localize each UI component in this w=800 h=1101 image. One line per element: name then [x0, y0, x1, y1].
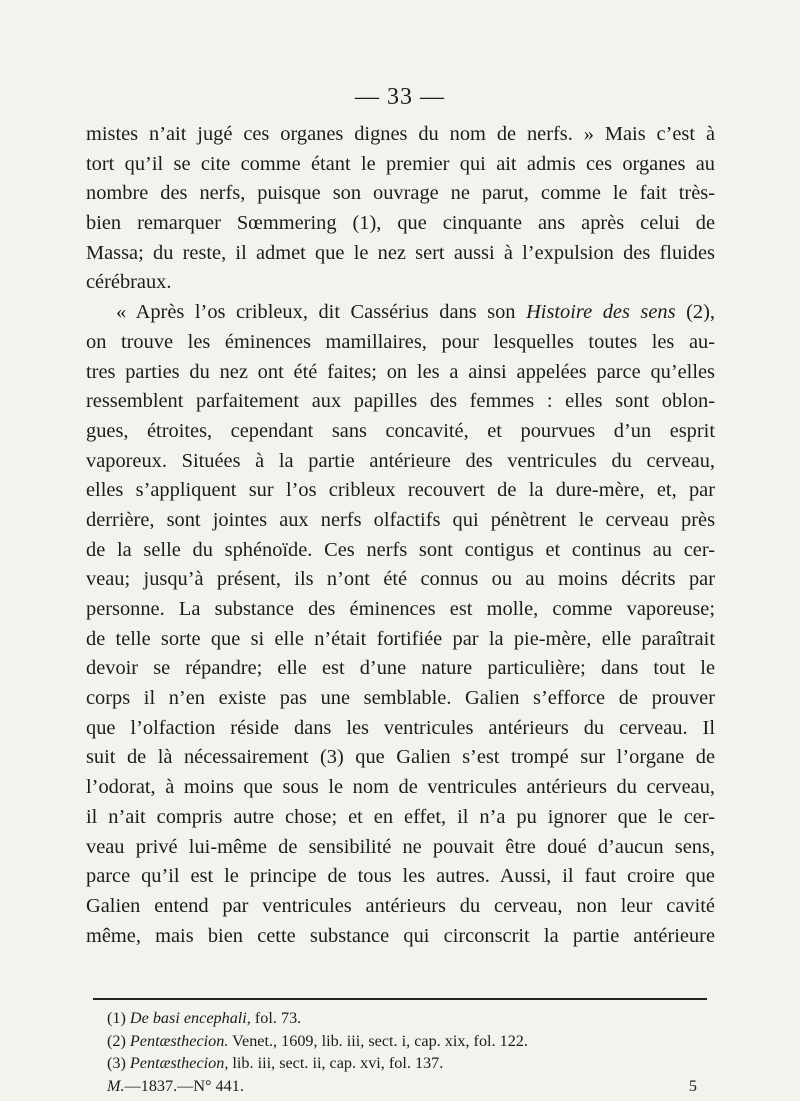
text-segment: « Après l’os cribleux, dit Cassérius dans son [116, 301, 527, 324]
text-line: parce qu’il est le principe de tous les autres. Aussi, il faut croire que [86, 865, 715, 888]
footnote-text: fol. 73. [250, 1009, 302, 1027]
main-text [86, 120, 715, 951]
footnotes [107, 1007, 697, 1098]
book-title: Histoire des sens [526, 301, 676, 324]
footnote-mark: (1) [107, 1009, 126, 1027]
text-line: on trouve les éminences mamillaires, pour lesquelles toutes les au- [86, 330, 715, 353]
text-line: de la selle du sphénoïde. Ces nerfs sont contigus et continus au cer- [86, 538, 715, 561]
text-line: cérébraux. [86, 271, 172, 294]
footnote-mark: (2) [107, 1031, 126, 1050]
signature-sheet-number: 5 [688, 1077, 697, 1096]
footnote-text: Venet., 1609, lib. iii, sect. i, cap. xix, fol. 122. [228, 1031, 528, 1050]
text-line: même, mais bien cette substance qui circonscrit la partie antérieure [86, 924, 715, 947]
text-line: corps il n’en existe pas une semblable. Galien s’efforce de prouver [86, 687, 715, 710]
text-line: Galien entend par ventricules antérieurs du cerveau, non leur cavité [86, 894, 715, 917]
signature-journal: M. [107, 1077, 125, 1096]
text-line: veau privé lui-même de sensibilité ne pouvait être doué d’aucun sens, [86, 835, 715, 858]
text-segment: (2), [675, 301, 715, 324]
signature-issue: —1837.—N° 441. [124, 1077, 244, 1096]
text-line: vaporeux. Situées à la partie antérieure des ventricules du cerveau, [86, 449, 715, 472]
text-line: tort qu’il se cite comme étant le premier qui ait admis ces organes au [86, 152, 715, 175]
text-line: personne. La substance des éminences est molle, comme vaporeuse; [86, 598, 715, 620]
printer-signature [107, 1075, 697, 1098]
text-line: mistes n’ait jugé ces organes dignes du nom de nerfs. » Mais c’est à [86, 123, 715, 145]
page-number: — 33 — [355, 84, 445, 110]
text-line: Massa; du reste, il admet que le nez sert aussi à l’expulsion des fluides [86, 241, 715, 264]
footnote [107, 1052, 697, 1075]
text-line: que l’olfaction réside dans les ventricules antérieurs du cerveau. Il [86, 716, 715, 739]
text-line-with-title [86, 298, 715, 328]
footnote-title: De basi encephali, [129, 1009, 251, 1027]
text-line: nombre des nerfs, puisque son ouvrage ne parut, comme le fait très- [86, 182, 715, 205]
text-line: suit de là nécessairement (3) que Galien s’est trompé sur l’organe de [86, 746, 715, 769]
text-line: l’odorat, à moins que sous le nom de ventricules antérieurs du cerveau, [86, 776, 715, 799]
footnote-title: Pentæsthecion. [129, 1031, 229, 1050]
text-line: elles s’appliquent sur l’os cribleux recouvert de la dure-mère, et, par [86, 479, 715, 502]
footnote-divider [93, 998, 707, 1000]
text-line: bien remarquer Sœmmering (1), que cinquante ans après celui de [86, 212, 715, 235]
footnote [107, 1007, 697, 1030]
footnote [107, 1030, 697, 1053]
footnote-title: Pentæsthecion, [129, 1054, 229, 1073]
text-line: veau; jusqu’à présent, ils n’ont été connus ou au moins décrits par [86, 568, 715, 591]
text-line: tres parties du nez ont été faites; on les a ainsi appelées parce qu’elles [86, 360, 715, 383]
text-line: gues, étroites, cependant sans concavité, et pourvues d’un esprit [86, 419, 715, 442]
footnote-mark: (3) [107, 1054, 126, 1073]
text-line: ressemblent parfaitement aux papilles des femmes : elles sont oblon- [86, 390, 715, 413]
text-line: de telle sorte que si elle n’était fortifiée par la pie-mère, elle paraîtrait [86, 627, 715, 650]
text-line: derrière, sont jointes aux nerfs olfactifs qui pénètrent le cerveau près [86, 508, 715, 531]
text-line: devoir se répandre; elle est d’une nature particulière; dans tout le [86, 657, 715, 680]
text-line: il n’ait compris autre chose; et en effet, il n’a pu ignorer que le cer- [86, 805, 715, 828]
footnote-text: lib. iii, sect. ii, cap. xvi, fol. 137. [228, 1054, 444, 1073]
